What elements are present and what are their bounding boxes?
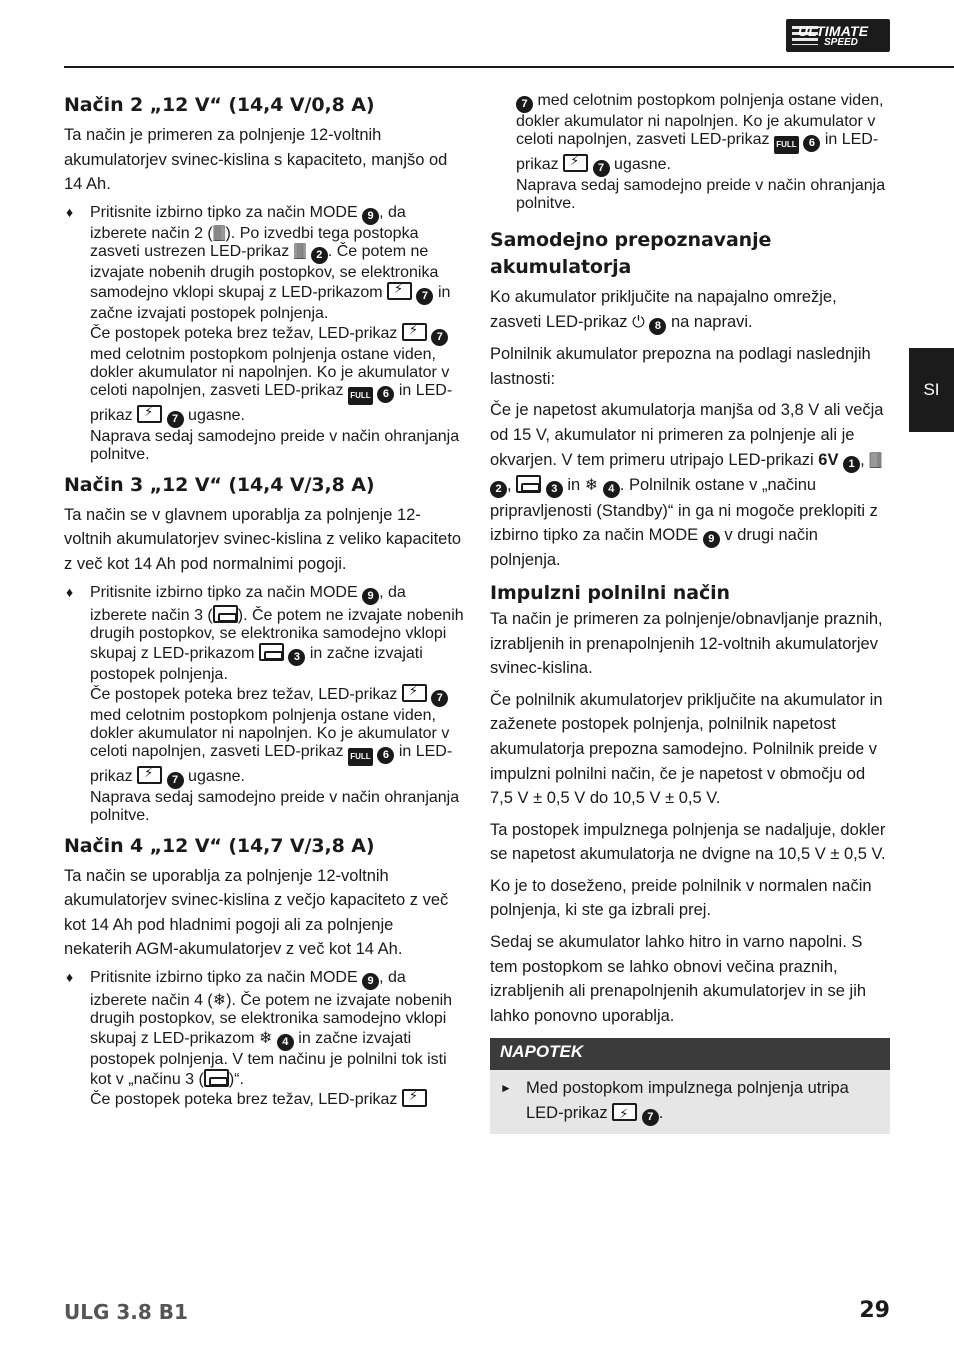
paragraph: Ta način se v glavnem uporablja za polnjenje 12-voltnih akumulatorjev svinec-kislina z veliko kapaciteto z več kot 14 Ah pod normalnimi pogoji. — [64, 505, 462, 573]
led-7-icon: 7 — [642, 1109, 659, 1126]
power-icon: ⏻ — [632, 313, 645, 331]
snowflake-icon: ❄ — [258, 1029, 273, 1047]
text: , da izberete način 3 ( — [90, 583, 406, 624]
diamond-bullet-icon: ♦ — [66, 203, 74, 220]
text: Naprava sedaj samodejno preide v način ohranjanja polnitve. — [90, 788, 460, 824]
led-7-icon: 7 — [516, 96, 533, 113]
heading-mode-2: Način 2 „12 V“ (14,4 V/0,8 A) — [64, 94, 375, 116]
text: ugasne. — [188, 767, 245, 785]
led-7-icon: 7 — [593, 160, 610, 177]
language-tab: SI — [909, 348, 954, 432]
charging-led-icon — [387, 282, 412, 300]
led-2-icon: 2 — [490, 481, 507, 498]
text: in začne izvajati postopek polnjenja. V tem načinu je polnilni tok isti kot v „načinu 3 ( — [90, 1029, 447, 1088]
text: Če postopek poteka brez težav, LED-prikaz — [90, 685, 398, 703]
heading-auto-detect: Samodejno prepoznavanje akumulatorja — [490, 229, 772, 278]
text: )“. — [228, 1070, 244, 1088]
paragraph: Ta način je primeren za polnjenje/obnavljanje praznih, izrabljenih in prenapolnjenih 12-voltnih akumulatorjev svinec-kislina. — [490, 609, 883, 678]
text: , da izberete način 4 ( — [90, 968, 406, 1009]
car-battery-icon — [213, 605, 238, 623]
text: Med postopkom impulznega polnjenja utripa LED-prikaz — [526, 1079, 849, 1123]
led-4-icon: 4 — [277, 1034, 294, 1051]
car-battery-icon — [516, 475, 541, 493]
car-battery-icon — [259, 643, 284, 661]
snowflake-icon: ❄ — [584, 477, 599, 495]
page-number: 29 — [859, 1298, 890, 1323]
text: in — [567, 476, 581, 495]
full-led-icon: FULL — [774, 136, 799, 154]
heading-pulse-mode: Impulzni polnilni način — [490, 581, 730, 604]
note-box — [490, 1038, 890, 1134]
text: in LED-prikaz — [90, 742, 453, 785]
battery-small-icon: 🀫 — [869, 451, 882, 469]
logo-line1: ULTIMATE — [798, 23, 869, 39]
led-7-icon: 7 — [416, 288, 433, 305]
paragraph: Ta način se uporablja za polnjenje 12-voltnih akumulatorjev svinec-kislina z večjo kapaciteto z več kot 14 Ah pod hladnimi pogoji ali za polnjenje nekaterih AGM-akumulatorjev z več kot 14 Ah. — [64, 866, 449, 959]
text: med celotnim postopkom polnjenja ostane viden, dokler akumulator ni napolnjen. Ko je akumulator v celoti napolnjen, zasveti LED-prikaz — [516, 92, 884, 148]
text: Naprava sedaj samodejno preide v način ohranjanja polnitve. — [516, 177, 886, 212]
logo-line2: SPEED — [824, 37, 858, 48]
full-led-icon: FULL — [348, 748, 373, 766]
diamond-bullet-icon: ♦ — [66, 968, 74, 985]
led-7-icon: 7 — [431, 690, 448, 707]
text: . — [658, 1104, 664, 1123]
heading-mode-4: Način 4 „12 V“ (14,7 V/3,8 A) — [64, 834, 375, 857]
right-column — [490, 92, 892, 1134]
led-3-icon: 3 — [546, 481, 563, 498]
paragraph: Polnilnik akumulator prepozna na podlagi naslednjih lastnosti: — [490, 345, 871, 388]
battery-small-icon: 🀫 — [212, 224, 226, 242]
text: in LED-prikaz — [516, 131, 879, 173]
brand-logo — [786, 19, 890, 52]
led-3-icon: 3 — [288, 649, 305, 666]
full-led-icon: FULL — [348, 387, 373, 405]
charging-led-icon — [612, 1103, 637, 1121]
continued-bullet — [490, 92, 892, 213]
note-title: NAPOTEK — [490, 1038, 890, 1070]
led-7-icon: 7 — [431, 329, 448, 346]
heading-mode-3: Način 3 „12 V“ (14,4 V/3,8 A) — [64, 473, 375, 496]
paragraph: Ko je to doseženo, preide polnilnik v normalen način polnjenja, ki ste ga izbrali prej. — [490, 876, 872, 920]
text: in začne izvajati postopek polnjenja. — [90, 283, 451, 322]
text: , da izberete način 2 ( — [90, 203, 406, 242]
led-2-icon: 2 — [311, 247, 328, 264]
charging-led-icon — [402, 684, 427, 702]
charging-led-icon — [563, 154, 588, 172]
text: ). Po izvedbi tega postopka zasveti ustrezen LED-prikaz — [90, 224, 419, 260]
led-6-icon: 6 — [377, 747, 394, 764]
led-4-icon: 4 — [603, 481, 620, 498]
mode-button-9-icon: 9 — [362, 588, 379, 605]
text: in LED-prikaz — [90, 381, 453, 424]
text: ugasne. — [614, 156, 671, 173]
text: med celotnim postopkom polnjenja ostane viden, dokler akumulator ni napolnjen. Ko je akumulator v celoti napolnjen, zasveti LED-prikaz — [90, 706, 450, 760]
led-7-icon: 7 — [167, 772, 184, 789]
text: Če je napetost akumulatorja manjša od 3,8 V ali večja od 15 V, akumulator ni primeren za polnjenje ali je okvarjen. V tem primeru utripajo LED-prikazi — [490, 401, 884, 469]
text: Pritisnite izbirno tipko za način MODE — [90, 968, 358, 986]
paragraph — [490, 285, 892, 335]
text: Pritisnite izbirno tipko za način MODE — [90, 583, 358, 601]
bullet-mode-4 — [64, 969, 464, 1109]
car-battery-icon — [204, 1069, 229, 1087]
footer-model: ULG 3.8 B1 — [64, 1300, 188, 1324]
snowflake-icon: ❄ — [212, 991, 227, 1009]
mode-button-9-icon: 9 — [362, 208, 379, 225]
charging-led-icon — [402, 1089, 427, 1107]
paragraph: Sedaj se akumulator lahko hitro in varno napolni. S tem postopkom se lahko obnovi večina praznih, izrabljenih ali prenapolnjenih akumulatorjev in se jih lahko ponovno uporablja. — [490, 933, 867, 1025]
note-body — [490, 1070, 890, 1134]
left-column — [64, 92, 464, 1117]
paragraph: Če je napetost akumulatorja manjša od 3,8 V ali večja od 15 V, akumulator ni primeren za polnjenje ali je okvarjen. V tem primeru utripajo LED-prikazi 6V 1 , 🀫 2 , 3 in ❄ 4 . Polnilnik ostane v „načinu pripravljenosti (Standby)“ in ga ni mogoče preklopiti z izbirno tipko za način MODE 9 v drugi način polnjenja. — [490, 401, 884, 570]
mode-button-9-icon: 9 — [703, 531, 720, 548]
text: v drugi način polnjenja. — [490, 526, 818, 570]
text: Pritisnite izbirno tipko za način MODE — [90, 203, 358, 221]
bullet-mode-2 — [64, 204, 464, 464]
text: na napravi. — [670, 312, 753, 331]
6v-label: 6V — [818, 450, 839, 469]
paragraph: Ta postopek impulznega polnjenja se nadaljuje, dokler se napetost akumulatorja ne dvigne na 10,5 V ± 0,5 V. — [490, 820, 886, 864]
text: med celotnim postopkom polnjenja ostane viden, dokler akumulator ni napolnjen. Ko je akumulator v celoti napolnjen, zasveti LED-prikaz — [90, 345, 450, 399]
led-7-icon: 7 — [167, 411, 184, 428]
text: ugasne. — [188, 406, 245, 424]
text: Ko akumulator priključite na napajalno omrežje, zasveti LED-prikaz — [490, 288, 837, 331]
text: ). Če potem ne izvajate nobenih drugih postopkov, se elektronika samodejno vklopi skupaj z LED-prikazom — [90, 991, 453, 1047]
text: . Polnilnik ostane v „načinu pripravljenosti (Standby)“ in ga ni mogoče preklopiti z izbirno tipko za način MODE — [490, 476, 878, 545]
text: Če postopek poteka brez težav, LED-prikaz — [90, 1090, 398, 1108]
triangle-bullet-icon: ► — [500, 1081, 512, 1096]
diamond-bullet-icon: ♦ — [66, 583, 74, 600]
mode-button-9-icon: 9 — [362, 973, 379, 990]
led-1-icon: 1 — [843, 456, 860, 473]
paragraph: Če polnilnik akumulatorjev priključite na akumulator in zaženete postopek polnjenja, polnilnik napetost akumulatorja prepozna samodejno. Polnilnik preide v impulzni polnilni način, če je napetost v območju od 7,5 V ± 0,5 V do 10,5 V ± 0,5 V. — [490, 690, 883, 808]
bullet-mode-3 — [64, 584, 464, 825]
text: in začne izvajati postopek polnjenja. — [90, 644, 423, 683]
charging-led-icon — [137, 766, 162, 784]
paragraph: Ta način je primeren za polnjenje 12-voltnih akumulatorjev svinec-kislina s kapaciteto, manjšo od 14 Ah. — [64, 126, 448, 194]
text: . Če potem ne izvajate nobenih drugih postopkov, se elektronika samodejno vklopi skupaj z LED-prikazom — [90, 242, 439, 301]
text: ). Če potem ne izvajate nobenih drugih postopkov, se elektronika samodejno vklopi skupaj z LED-prikazom — [90, 606, 464, 662]
charging-led-icon — [137, 405, 162, 423]
led-6-icon: 6 — [803, 135, 820, 152]
led-6-icon: 6 — [377, 386, 394, 403]
header-rule — [64, 66, 954, 68]
text: Naprava sedaj samodejno preide v način ohranjanja polnitve. — [90, 427, 460, 463]
text: Če postopek poteka brez težav, LED-prikaz — [90, 324, 398, 342]
battery-small-icon: 🀫 — [293, 242, 307, 260]
led-8-icon: 8 — [649, 318, 666, 335]
charging-led-icon — [402, 323, 427, 341]
